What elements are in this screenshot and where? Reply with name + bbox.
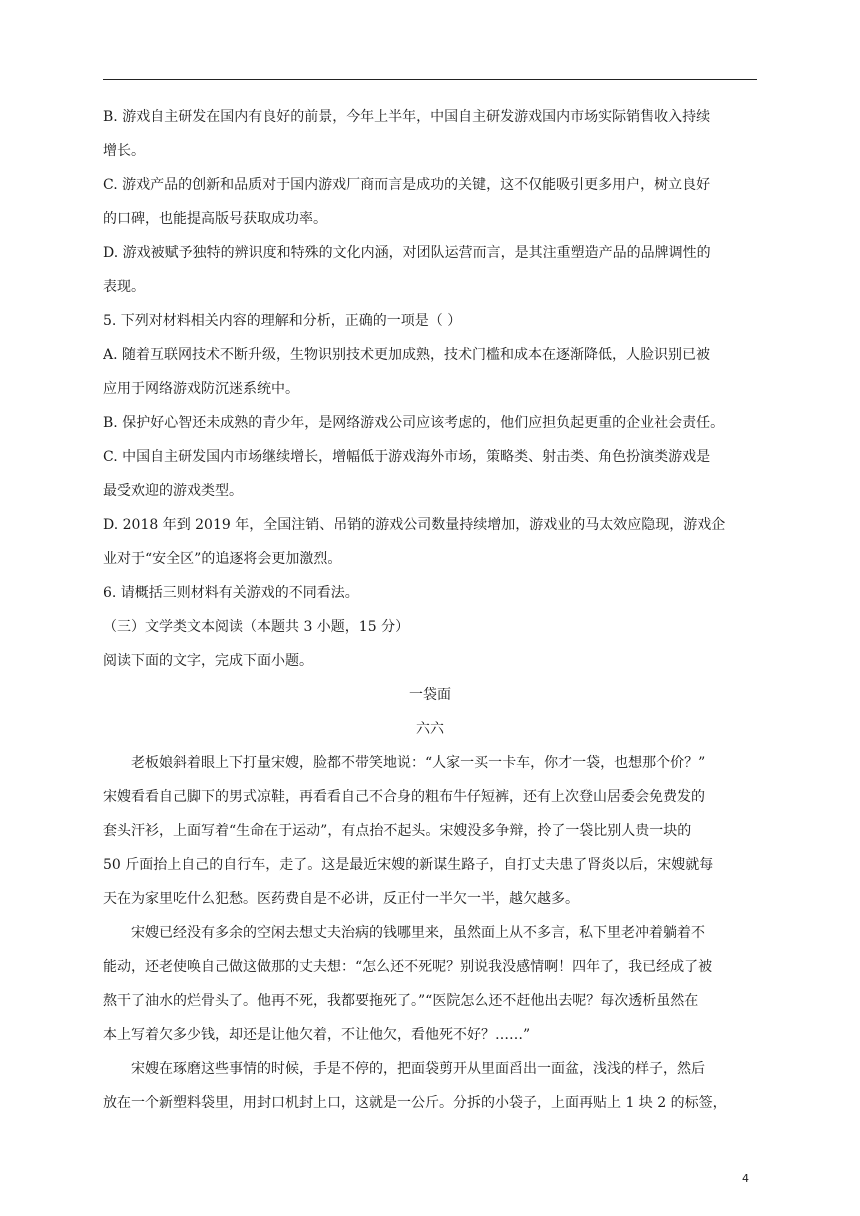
story-line: 熬干了油水的烂骨头了。他再不死，我都要拖死了。”“医院怎么还不赶他出去呢？每次透析虽然在 xyxy=(103,993,699,1009)
text-line: 增长。 xyxy=(103,143,145,159)
story-line: 天在为家里吃什么犯愁。医药费自是不必讲，反正付一半欠一半，越欠越多。 xyxy=(103,891,579,907)
story-line: 宋嫂已经没有多余的空闲去想丈夫治病的钱哪里来，虽然面上从不多言，私下里老冲着躺着不 xyxy=(131,925,705,941)
text-line: 业对于“安全区”的追逐将会更加激烈。 xyxy=(103,551,342,567)
text-line: 最受欢迎的游戏类型。 xyxy=(103,483,243,499)
text-line: 表现。 xyxy=(103,279,145,295)
text-line: A. 随着互联网技术不断升级，生物识别技术更加成熟，技术门槛和成本在逐渐降低，人脸识别已被 xyxy=(103,347,711,363)
instruction: 阅读下面的文字，完成下面小题。 xyxy=(103,653,313,669)
story-line: 放在一个新塑料袋里，用封口机封上口，这就是一公斤。分拆的小袋子，上面再贴上 1 块 2 的标签， xyxy=(103,1095,727,1111)
text-line: D. 2018 年到 2019 年，全国注销、吊销的游戏公司数量持续增加，游戏业的马太效应隐现，游戏企 xyxy=(103,517,726,533)
question-6: 6. 请概括三则材料有关游戏的不同看法。 xyxy=(103,585,359,601)
text-line: C. 中国自主研发国内市场继续增长，增幅低于游戏海外市场，策略类、射击类、角色扮演类游戏是 xyxy=(103,449,711,465)
text-line: D. 游戏被赋予独特的辨识度和特殊的文化内涵，对团队运营而言，是其注重塑造产品的品牌调性的 xyxy=(103,245,711,261)
story-author: 六六 xyxy=(416,721,444,737)
question-5: 5. 下列对材料相关内容的理解和分析，正确的一项是（ ） xyxy=(103,313,462,329)
story-line: 宋嫂在琢磨这些事情的时候，手是不停的，把面袋剪开从里面舀出一面盆，浅浅的样子，然后 xyxy=(131,1061,705,1077)
text-line: B. 游戏自主研发在国内有良好的前景，今年上半年，中国自主研发游戏国内市场实际销售收入持续 xyxy=(103,109,711,125)
story-line: 宋嫂看看自己脚下的男式凉鞋，再看看自己不合身的粗布牛仔短裤，还有上次登山居委会免费发的 xyxy=(103,789,705,805)
story-line: 能动，还老使唤自己做这做那的丈夫想：“怎么还不死呢？别说我没感情啊！四年了，我已经成了被 xyxy=(103,959,713,975)
document-body xyxy=(103,100,757,1120)
story-line: 老板娘斜着眼上下打量宋嫂，脸都不带笑地说：“人家一买一卡车，你才一袋，也想那个价？” xyxy=(131,755,706,771)
section-heading: （三）文学类文本阅读（本题共 3 小题，15 分） xyxy=(103,619,410,635)
text-line: 应用于网络游戏防沉迷系统中。 xyxy=(103,381,299,397)
text-line: B. 保护好心智还未成熟的青少年，是网络游戏公司应该考虑的，他们应担负起更重的企业社会责任。 xyxy=(103,415,725,431)
text-line: 的口碑，也能提高版号获取成功率。 xyxy=(103,211,327,227)
header-rule xyxy=(103,79,757,80)
story-line: 套头汗衫，上面写着“生命在于运动”，有点抬不起头。宋嫂没多争辩，拎了一袋比别人贵一块的 xyxy=(103,823,692,839)
text-line: C. 游戏产品的创新和品质对于国内游戏厂商而言是成功的关键，这不仅能吸引更多用户，树立良好 xyxy=(103,177,711,193)
story-line: 本上写着欠多少钱，却还是让他欠着，不让他欠，看他死不好？……” xyxy=(103,1027,531,1043)
page-number: 4 xyxy=(742,1172,749,1185)
story-title: 一袋面 xyxy=(409,687,451,703)
story-line: 50 斤面抬上自己的自行车，走了。这是最近宋嫂的新谋生路子，自打丈夫患了肾炎以后，宋嫂就每 xyxy=(103,857,714,873)
